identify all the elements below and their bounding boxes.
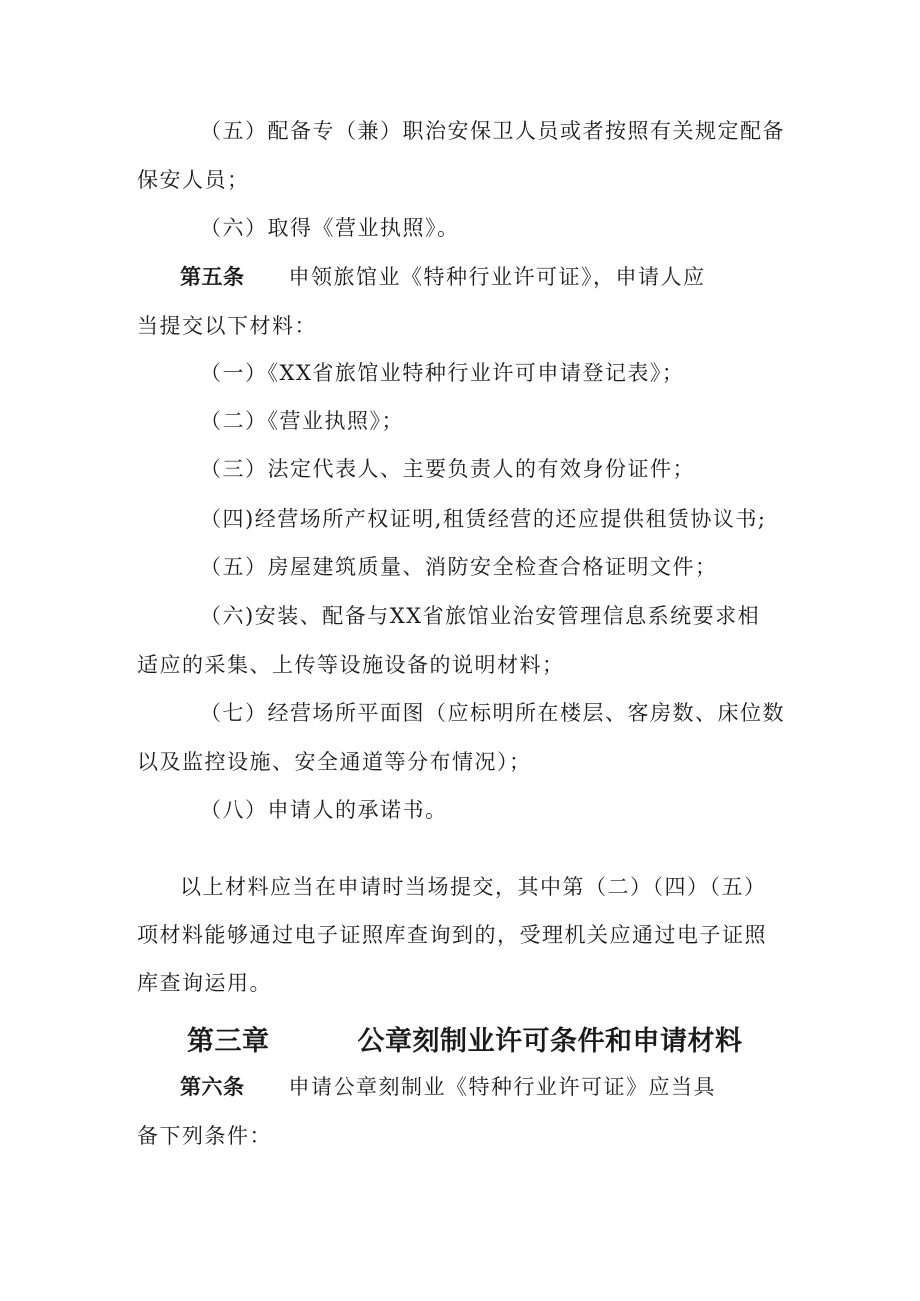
list-item: （四)经营场所产权证明,租赁经营的还应提供租赁协议书; (200, 507, 767, 531)
chapter-number: 第三章 (187, 1026, 270, 1057)
list-item: （一）《XX省旅馆业特种行业许可申请登记表》； (200, 361, 685, 385)
list-item: （三）法定代表人、主要负责人的有效身份证件； (200, 457, 695, 481)
list-item: （六)安装、配备与XX省旅馆业治安管理信息系统要求相 (200, 604, 761, 628)
paragraph-line: 以及监控设施、安全通道等分布情况）； (137, 750, 532, 774)
paragraph-line: 项材料能够通过电子证照库查询到的，受理机关应通过电子证照 (137, 923, 767, 947)
list-item: （七）经营场所平面图（应标明所在楼层、客房数、床位数 (200, 701, 785, 725)
chapter-title: 公章刻制业许可条件和申请材料 (357, 1026, 743, 1057)
paragraph-line: 备下列条件： (137, 1124, 272, 1148)
paragraph-line: 当提交以下材料： (137, 314, 317, 338)
paragraph-line: （五）配备专（兼）职治安保卫人员或者按照有关规定配备 (200, 119, 785, 143)
list-item: （二）《营业执照》； (200, 409, 404, 433)
list-item: （八）申请人的承诺书。 (200, 798, 448, 822)
article-text: 申请公章刻制业《特种行业许可证》应当具 (288, 1075, 716, 1099)
paragraph-line: （六）取得《营业执照》。 (200, 216, 460, 240)
paragraph-line: 以上材料应当在申请时当场提交，其中第（二）（四）（五） (180, 875, 767, 899)
article-number: 第五条 (180, 265, 245, 289)
paragraph-line: 适应的采集、上传等设施设备的说明材料； (137, 653, 565, 677)
article-text: 申领旅馆业《特种行业许可证》，申请人应 (288, 265, 706, 289)
article-heading (180, 262, 706, 292)
article-number: 第六条 (180, 1075, 245, 1099)
article-heading (180, 1072, 716, 1102)
paragraph-line: 库查询运用。 (137, 971, 272, 995)
list-item: （五）房屋建筑质量、消防安全检查合格证明文件； (200, 555, 718, 579)
paragraph-line: 保安人员； (137, 168, 250, 192)
chapter-heading (187, 1024, 743, 1060)
